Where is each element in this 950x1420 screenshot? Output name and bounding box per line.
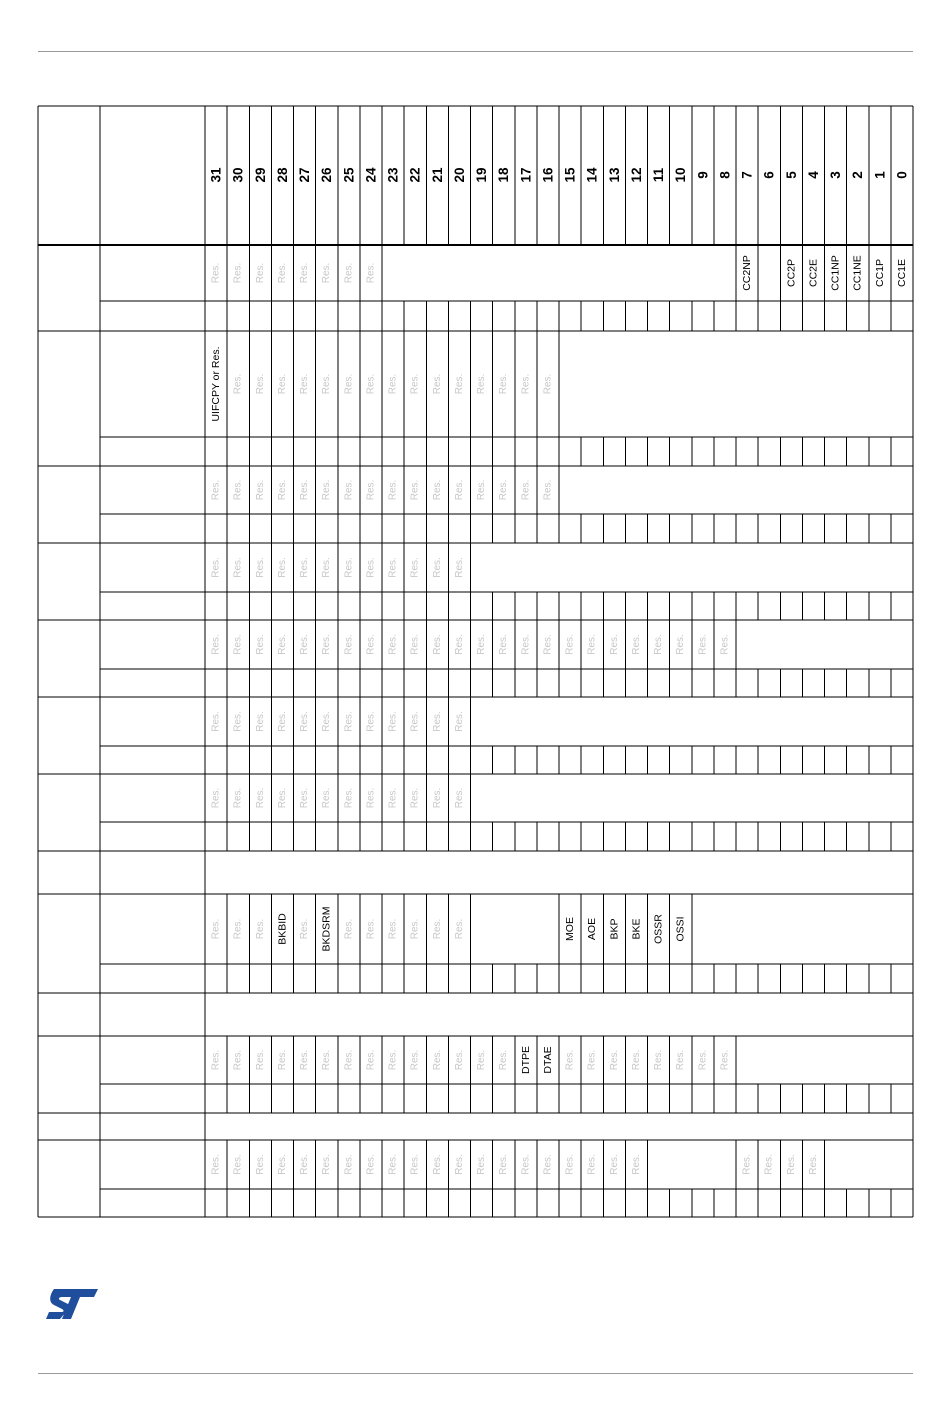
bit-number-30: 30: [230, 167, 246, 183]
reserved-bit-label: Res.: [387, 787, 399, 809]
reserved-bit-label: Res.: [365, 787, 377, 809]
field-label-uifcpy-or-res-: UIFCPY or Res.: [210, 346, 223, 422]
bit-number-28: 28: [274, 167, 290, 183]
reserved-bit-label: Res.: [254, 262, 266, 284]
reserved-bit-label: Res.: [409, 557, 421, 578]
reserved-bit-label: Res.: [254, 557, 266, 578]
reserved-bit-label: Res.: [276, 262, 288, 284]
reserved-bit-label: Res.: [498, 634, 510, 655]
field-label-dtae: DTAE: [541, 1046, 554, 1074]
reserved-bit-label: Res.: [299, 262, 311, 284]
reserved-bit-label: Res.: [387, 918, 399, 940]
reserved-bit-label: Res.: [520, 479, 532, 501]
reserved-bit-label: Res.: [232, 479, 244, 501]
reserved-bit-label: Res.: [343, 1049, 355, 1071]
reserved-bit-label: Res.: [232, 557, 244, 578]
bit-number-17: 17: [518, 167, 534, 183]
field-label-bke: BKE: [630, 918, 643, 940]
reserved-bit-label: Res.: [453, 1154, 465, 1175]
reserved-bit-label: Res.: [299, 373, 311, 395]
reserved-bit-label: Res.: [276, 557, 288, 578]
reserved-bit-label: Res.: [630, 1049, 642, 1071]
field-label-ossi: OSSI: [674, 916, 687, 942]
reserved-bit-label: Res.: [299, 479, 311, 501]
reserved-bit-label: Res.: [232, 1154, 244, 1175]
bit-number-8: 8: [717, 171, 733, 179]
reserved-bit-label: Res.: [387, 711, 399, 732]
reserved-bit-label: Res.: [409, 479, 421, 501]
reserved-bit-label: Res.: [675, 1049, 687, 1071]
bit-number-21: 21: [429, 167, 445, 183]
reserved-bit-label: Res.: [387, 373, 399, 395]
reserved-bit-label: Res.: [299, 634, 311, 655]
reserved-bit-label: Res.: [476, 479, 488, 501]
field-label-cc2e: CC2E: [807, 258, 820, 288]
bit-number-12: 12: [628, 167, 644, 183]
reserved-bit-label: Res.: [254, 479, 266, 501]
reserved-bit-label: Res.: [476, 1154, 488, 1175]
reserved-bit-label: Res.: [299, 711, 311, 732]
reserved-bit-label: Res.: [387, 1154, 399, 1175]
reserved-bit-label: Res.: [321, 1154, 333, 1175]
field-label-ossr: OSSR: [652, 914, 665, 944]
reserved-bit-label: Res.: [453, 1049, 465, 1071]
bit-number-15: 15: [562, 167, 578, 183]
reserved-bit-label: Res.: [719, 1049, 731, 1071]
reserved-bit-label: Res.: [431, 479, 443, 501]
bit-number-5: 5: [783, 171, 799, 179]
reserved-bit-label: Res.: [630, 634, 642, 655]
reserved-bit-label: Res.: [232, 918, 244, 940]
reserved-bit-label: Res.: [542, 479, 554, 501]
reserved-bit-label: Res.: [431, 787, 443, 809]
reserved-bit-label: Res.: [365, 373, 377, 395]
bit-number-29: 29: [252, 167, 268, 183]
reserved-bit-label: Res.: [741, 1154, 753, 1175]
reserved-bit-label: Res.: [365, 918, 377, 940]
reserved-bit-label: Res.: [299, 1154, 311, 1175]
reserved-bit-label: Res.: [343, 557, 355, 578]
reserved-bit-label: Res.: [409, 373, 421, 395]
reserved-bit-label: Res.: [586, 634, 598, 655]
field-label-moe: MOE: [564, 917, 577, 941]
reserved-bit-label: Res.: [586, 1049, 598, 1071]
reserved-bit-label: Res.: [232, 373, 244, 395]
reserved-bit-label: Res.: [630, 1154, 642, 1175]
reserved-bit-label: Res.: [343, 373, 355, 395]
st-logo-icon: [44, 1288, 100, 1320]
field-label-cc2p: CC2P: [785, 258, 798, 288]
reserved-bit-label: Res.: [321, 557, 333, 578]
bit-number-16: 16: [540, 167, 556, 183]
reserved-bit-label: Res.: [276, 373, 288, 395]
bit-number-18: 18: [496, 167, 512, 183]
reserved-bit-label: Res.: [608, 634, 620, 655]
reserved-bit-label: Res.: [807, 1154, 819, 1175]
reserved-bit-label: Res.: [365, 711, 377, 732]
reserved-bit-label: Res.: [210, 1154, 222, 1175]
reserved-bit-label: Res.: [232, 1049, 244, 1071]
reserved-bit-label: Res.: [232, 634, 244, 655]
reserved-bit-label: Res.: [564, 1154, 576, 1175]
reserved-bit-label: Res.: [343, 787, 355, 809]
reserved-bit-label: Res.: [365, 1049, 377, 1071]
reserved-bit-label: Res.: [564, 634, 576, 655]
reserved-bit-label: Res.: [299, 1049, 311, 1071]
reserved-bit-label: Res.: [498, 1154, 510, 1175]
reserved-bit-label: Res.: [675, 634, 687, 655]
reserved-bit-label: Res.: [321, 373, 333, 395]
reserved-bit-label: Res.: [520, 634, 532, 655]
bit-number-1: 1: [872, 171, 888, 179]
reserved-bit-label: Res.: [387, 634, 399, 655]
reserved-bit-label: Res.: [763, 1154, 775, 1175]
reserved-bit-label: Res.: [453, 634, 465, 655]
reserved-bit-label: Res.: [232, 711, 244, 732]
reserved-bit-label: Res.: [608, 1154, 620, 1175]
reserved-bit-label: Res.: [409, 711, 421, 732]
reserved-bit-label: Res.: [409, 787, 421, 809]
reserved-bit-label: Res.: [520, 373, 532, 395]
reserved-bit-label: Res.: [564, 1049, 576, 1071]
bit-number-22: 22: [407, 167, 423, 183]
reserved-bit-label: Res.: [409, 1049, 421, 1071]
reserved-bit-label: Res.: [343, 479, 355, 501]
bit-number-27: 27: [297, 167, 313, 183]
bit-number-26: 26: [319, 167, 335, 183]
reserved-bit-label: Res.: [254, 1049, 266, 1071]
reserved-bit-label: Res.: [254, 711, 266, 732]
reserved-bit-label: Res.: [498, 479, 510, 501]
reserved-bit-label: Res.: [321, 262, 333, 284]
reserved-bit-label: Res.: [653, 1049, 665, 1071]
reserved-bit-label: Res.: [520, 1154, 532, 1175]
field-label-cc1e: CC1E: [895, 258, 908, 288]
field-label-bkdsrm: BKDSRM: [320, 906, 333, 952]
bit-number-24: 24: [363, 167, 379, 183]
reserved-bit-label: Res.: [431, 557, 443, 578]
bit-number-0: 0: [894, 171, 910, 179]
reserved-bit-label: Res.: [321, 634, 333, 655]
reserved-bit-label: Res.: [210, 1049, 222, 1071]
reserved-bit-label: Res.: [365, 479, 377, 501]
reserved-bit-label: Res.: [276, 479, 288, 501]
field-label-cc1ne: CC1NE: [851, 255, 864, 291]
bit-number-2: 2: [850, 171, 866, 179]
field-label-bkbid: BKBID: [276, 913, 289, 945]
reserved-bit-label: Res.: [431, 918, 443, 940]
reserved-bit-label: Res.: [653, 634, 665, 655]
reserved-bit-label: Res.: [299, 918, 311, 940]
reserved-bit-label: Res.: [321, 479, 333, 501]
reserved-bit-label: Res.: [299, 557, 311, 578]
bit-number-10: 10: [673, 167, 689, 183]
bit-number-20: 20: [451, 167, 467, 183]
reserved-bit-label: Res.: [276, 634, 288, 655]
reserved-bit-label: Res.: [254, 1154, 266, 1175]
reserved-bit-label: Res.: [365, 262, 377, 284]
bit-number-4: 4: [805, 171, 821, 179]
reserved-bit-label: Res.: [453, 557, 465, 578]
reserved-bit-label: Res.: [210, 262, 222, 284]
reserved-bit-label: Res.: [542, 373, 554, 395]
reserved-bit-label: Res.: [387, 557, 399, 578]
reserved-bit-label: Res.: [453, 711, 465, 732]
reserved-bit-label: Res.: [785, 1154, 797, 1175]
reserved-bit-label: Res.: [608, 1049, 620, 1071]
reserved-bit-label: Res.: [431, 373, 443, 395]
reserved-bit-label: Res.: [498, 373, 510, 395]
bit-number-19: 19: [474, 167, 490, 183]
bit-number-25: 25: [341, 167, 357, 183]
reserved-bit-label: Res.: [343, 262, 355, 284]
reserved-bit-label: Res.: [431, 711, 443, 732]
reserved-bit-label: Res.: [232, 787, 244, 809]
reserved-bit-label: Res.: [365, 1154, 377, 1175]
reserved-bit-label: Res.: [697, 1049, 709, 1071]
reserved-bit-label: Res.: [365, 634, 377, 655]
reserved-bit-label: Res.: [210, 479, 222, 501]
bit-number-31: 31: [208, 167, 224, 183]
reserved-bit-label: Res.: [453, 479, 465, 501]
bit-number-11: 11: [651, 167, 667, 183]
bit-number-6: 6: [761, 171, 777, 179]
reserved-bit-label: Res.: [210, 918, 222, 940]
field-label-cc2np: CC2NP: [741, 255, 754, 291]
reserved-bit-label: Res.: [387, 479, 399, 501]
reserved-bit-label: Res.: [409, 918, 421, 940]
reserved-bit-label: Res.: [431, 634, 443, 655]
reserved-bit-label: Res.: [498, 1049, 510, 1071]
reserved-bit-label: Res.: [719, 634, 731, 655]
reserved-bit-label: Res.: [586, 1154, 598, 1175]
bit-number-13: 13: [606, 167, 622, 183]
reserved-bit-label: Res.: [343, 1154, 355, 1175]
reserved-bit-label: Res.: [321, 787, 333, 809]
field-label-aoe: AOE: [586, 917, 599, 941]
reserved-bit-label: Res.: [476, 1049, 488, 1071]
reserved-bit-label: Res.: [542, 1154, 554, 1175]
bit-number-14: 14: [584, 167, 600, 183]
reserved-bit-label: Res.: [343, 918, 355, 940]
reserved-bit-label: Res.: [321, 711, 333, 732]
reserved-bit-label: Res.: [343, 711, 355, 732]
reserved-bit-label: Res.: [387, 1049, 399, 1071]
bottom-rule: [38, 1373, 913, 1374]
bit-number-9: 9: [695, 171, 711, 179]
reserved-bit-label: Res.: [697, 634, 709, 655]
reserved-bit-label: Res.: [254, 373, 266, 395]
reserved-bit-label: Res.: [254, 787, 266, 809]
reserved-bit-label: Res.: [476, 634, 488, 655]
reserved-bit-label: Res.: [453, 918, 465, 940]
reserved-bit-label: Res.: [431, 1049, 443, 1071]
reserved-bit-label: Res.: [409, 634, 421, 655]
field-label-bkp: BKP: [608, 918, 621, 940]
reserved-bit-label: Res.: [254, 634, 266, 655]
field-label-dtpe: DTPE: [519, 1045, 532, 1075]
reserved-bit-label: Res.: [431, 1154, 443, 1175]
reserved-bit-label: Res.: [232, 262, 244, 284]
reserved-bit-label: Res.: [453, 787, 465, 809]
reserved-bit-label: Res.: [276, 711, 288, 732]
bit-number-3: 3: [828, 171, 844, 179]
reserved-bit-label: Res.: [210, 557, 222, 578]
reserved-bit-label: Res.: [276, 1154, 288, 1175]
reserved-bit-label: Res.: [210, 711, 222, 732]
reserved-bit-label: Res.: [453, 373, 465, 395]
reserved-bit-label: Res.: [365, 557, 377, 578]
bit-number-7: 7: [739, 171, 755, 179]
reserved-bit-label: Res.: [210, 634, 222, 655]
field-label-cc1np: CC1NP: [829, 255, 842, 291]
reserved-bit-label: Res.: [542, 634, 554, 655]
reserved-bit-label: Res.: [276, 1049, 288, 1071]
reserved-bit-label: Res.: [254, 918, 266, 940]
reserved-bit-label: Res.: [321, 1049, 333, 1071]
reserved-bit-label: Res.: [299, 787, 311, 809]
reserved-bit-label: Res.: [343, 634, 355, 655]
bit-number-23: 23: [385, 167, 401, 183]
reserved-bit-label: Res.: [276, 787, 288, 809]
reserved-bit-label: Res.: [210, 787, 222, 809]
reserved-bit-label: Res.: [409, 1154, 421, 1175]
field-label-cc1p: CC1P: [873, 258, 886, 288]
reserved-bit-label: Res.: [476, 373, 488, 395]
